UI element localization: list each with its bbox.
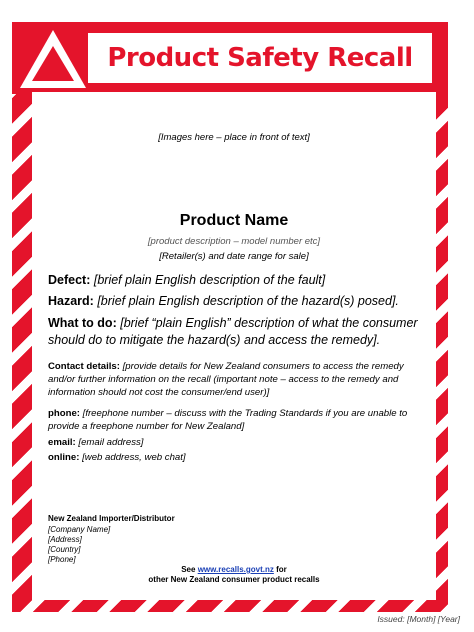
phone-label: phone: (48, 408, 80, 419)
contact-block (48, 360, 432, 399)
what-to-do-block (48, 315, 432, 349)
product-description: [product description – model number etc] (147, 236, 321, 247)
importer-address: [Address] (48, 535, 82, 544)
hazard-line (48, 293, 432, 310)
hazard-text: [brief plain English description of the hazard(s) posed]. (97, 294, 399, 308)
contact-text: [provide details for New Zealand consumers to access the remedy and/or further information on the recall (important note – access to the remedy and information should not cost the consumer/end user)] (48, 361, 404, 398)
defect-line (48, 272, 432, 289)
importer-company: [Company Name] (48, 525, 111, 534)
footer-for: for (276, 565, 287, 574)
contact-label: Contact details: (48, 361, 120, 372)
importer-heading: New Zealand Importer/Distributor (48, 514, 175, 523)
title-box (88, 33, 432, 83)
phone-text: [freephone number – discuss with the Trading Standards if you are unable to provide a freephone number for New Zealand] (48, 408, 408, 432)
phone-block (48, 407, 432, 433)
images-placeholder: [Images here – place in front of text] (158, 132, 310, 143)
warning-triangle-icon (18, 28, 88, 90)
hazard-label: Hazard: (48, 294, 94, 308)
online-line (48, 451, 432, 464)
what-to-do-label: What to do: (48, 316, 117, 330)
footer-line-1 (32, 565, 436, 574)
defect-label: Defect: (48, 273, 91, 287)
recalls-link[interactable]: www.recalls.govt.nz (197, 565, 274, 574)
retailers: [Retailer(s) and date range for sale] (159, 251, 309, 262)
issued-date: Issued: [Month] [Year] (377, 614, 460, 624)
footer-see: See (181, 565, 196, 574)
importer-phone: [Phone] (48, 555, 76, 564)
email-line (48, 436, 432, 449)
product-name: Product Name (179, 212, 289, 229)
page-title: Product Safety Recall (107, 43, 413, 73)
defect-text: [brief plain English description of the fault] (93, 273, 326, 287)
importer-country: [Country] (48, 545, 81, 554)
online-label: online: (48, 452, 80, 463)
what-to-do-text: [brief “plain English” description of what the consumer should do to mitigate the hazard(s) and access the remedy]. (48, 316, 418, 347)
email-label: email: (48, 437, 76, 448)
footer-line-2: other New Zealand consumer product recalls (148, 575, 320, 584)
online-text: [web address, web chat] (82, 452, 186, 463)
email-text: [email address] (78, 437, 144, 448)
